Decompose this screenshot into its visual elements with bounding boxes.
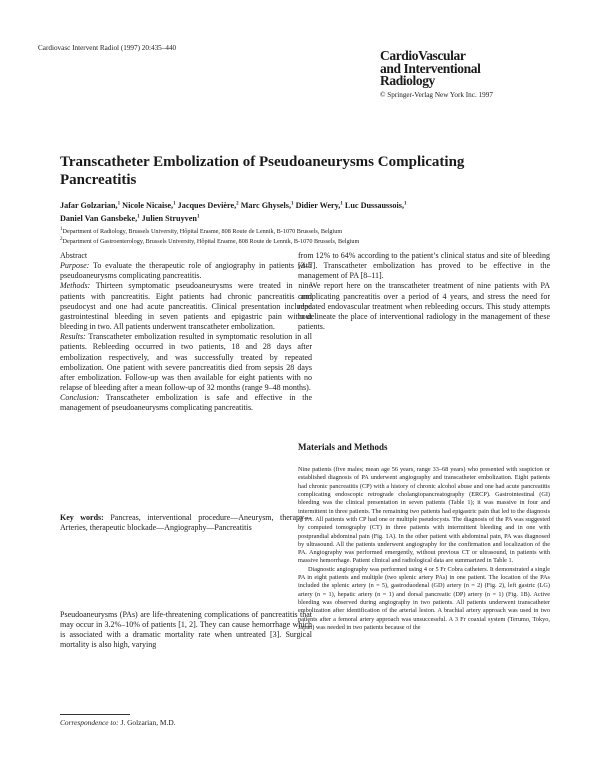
footnote-rule bbox=[60, 714, 130, 715]
author: Nicole Nicaise,$^1$ bbox=[122, 201, 176, 210]
journal-citation: Cardiovasc Intervent Radiol (1997) 20:435–440 bbox=[38, 44, 177, 52]
intro-paragraph-3: We report here on the transcatheter treatment of nine patients with PA complicating pancreatitis over a period of 4 years, and stress the need for repeated endovascular treatment when rebleeding occurs. This study attempts to delineate the place of interventional radiology in the management of these patients. bbox=[298, 281, 550, 332]
intro-paragraph-2: from 12% to 64% according to the patient’s clinical status and site of bleeding [3–7]. Transcatheter embolization has proved to be effective in the management of PA [8–11]. bbox=[298, 251, 550, 281]
abstract-section bbox=[60, 251, 312, 414]
introduction-paragraph: Pseudoaneurysms (PAs) are life-threatening complications of pancreatitis that may occur in 3.2%–10% of patients [1, 2]. They can cause hemorrhage which is associated with a dramatic mortality rate when untreated [3]. Surgical mortality is also high, varying bbox=[60, 610, 312, 650]
publisher-copyright: © Springer-Verlag New York Inc. 1997 bbox=[380, 90, 493, 99]
abstract-conclusion: Conclusion: Transcatheter embolization is safe and effective in the management of pseudoaneurysms complicating pancreatitis. bbox=[60, 393, 313, 413]
abstract-heading: Abstract bbox=[60, 251, 88, 260]
abstract-purpose: Purpose: To evaluate the therapeutic role of angiography in patients with pseudoaneurysms complicating pancreatitis. bbox=[60, 261, 313, 281]
title-line-2: Pancreatitis bbox=[60, 172, 137, 188]
author: Jafar Golzarian,$^1$ bbox=[60, 201, 121, 210]
title-line-1: Transcatheter Embolization of Pseudoaneurysms Complicating bbox=[60, 154, 465, 170]
methods-heading: Materials and Methods bbox=[298, 442, 388, 452]
author: Marc Ghysels,$^1$ bbox=[240, 201, 294, 210]
affiliation: $^2$Department of Gastroenterology, Brussels University, Hôpital Erasme, 808 Route de Lennik, B-1070 Brussels, Belgium bbox=[60, 236, 360, 245]
journal-name-line1: CardioVascular bbox=[380, 48, 466, 63]
methods-paragraph-1: Nine patients (five males; mean age 56 years, range 33–68 years) who presented with suspicion or established diagnosis of PA underwent angiography and transcatheter embolization. Eight patients had chronic pancreatitis (CP) with a history of chronic alcohol abuse and one had acute pancreatitis complicating endoscopic retrograde cholangiopancreatography (ERCP). Gastrointestinal (GI) bleeding was the clinical presentation in seven patients (Table 1); it was massive in four and intermittent in three patients. The remaining two patients had epigastric pain that led to the diagnosis of PA. All patients with CP had one or multiple pseudocysts. The diagnosis of the PA was suggested by computed tomography (CT) in three patients with intermittent bleeding and in one with postprandial abdominal pain (Fig. 1A). In the other patient with abdominal pain, PA was diagnosed by ultrasound. All the patients underwent angiography for the confirmation and localization of the PA. Angiography was performed emergently, without previous CT or ultrasound, in patients with massive hemorrhage. Patient clinical and radiological data are summarized in Table 1. bbox=[298, 466, 550, 565]
affiliation: $^1$Department of Radiology, Brussels University, Hôpital Erasme, 808 Route de Lennik, B-1070 Brussels, Belgium bbox=[60, 226, 343, 235]
keywords: Key words: Pancreas, interventional procedure—Aneurysm, therapy—Arteries, therapeutic blockade—Angiography—Pancreatitis bbox=[60, 513, 313, 533]
journal-name-line2: and Interventional bbox=[380, 60, 481, 76]
author: Luc Dussaussois,$^1$ bbox=[344, 201, 407, 210]
author: Jacques Devière,$^2$ bbox=[177, 201, 239, 210]
abstract-methods: Methods: Thirteen symptomatic pseudoaneurysms were treated in nine patients with pancreatitis. Eight patients had chronic pancreatitis and pseudocyst and one had acute pancreatitis. Clinical presentation included gastrointestinal bleeding in seven patients and epigastric pain without bleeding in two. All patients underwent transcatheter embolization. bbox=[60, 281, 313, 332]
journal-name-line3: Radiology bbox=[380, 73, 435, 88]
author: Daniel Van Gansbeke,$^1$ bbox=[60, 213, 140, 223]
abstract-results: Results: Transcatheter embolization resulted in symptomatic resolution in all patients. Rebleeding occurred in two patients, 18 and 28 days after embolization respectively, and was successfully treated by repeated embolization. One patient with severe pancreatitis died from sepsis 28 days after embolization. Follow-up was then available for eight patients with no relapse of bleeding after a mean follow-up of 32 months (range 9–48 months). bbox=[60, 332, 312, 393]
article-title bbox=[60, 153, 530, 189]
methods-paragraph-2: Diagnostic angiography was performed using 4 or 5 Fr Cobra catheters. It demonstrated a single PA in eight patients and multiple (two splenic artery PAs) in one patient. The location of the PAs included the splenic artery (n = 5), gastroduodenal (GD) artery (n = 2) (Fig. 2), left gastric (LG) artery (n = 1), hepatic artery (n = 1) and dorsal pancreatic (DP) artery (n = 1) (Fig. 1B). Active bleeding was observed during angiography in two patients. All patients underwent transcatheter embolization after identification of the arterial lesion. A brachial artery approach was used in two patients after a femoral artery approach was unsuccessful. A 3 Fr coaxial system (Terumo, Tokyo, Japan) was needed in two patients because of the bbox=[298, 565, 550, 631]
author: Didier Wery,$^1$ bbox=[295, 201, 343, 210]
affiliations bbox=[60, 227, 560, 246]
correspondence-footnote: Correspondence to: J. Golzarian, M.D. bbox=[60, 718, 176, 727]
intro-continuation bbox=[298, 251, 550, 332]
author: Julien Struyven$^1$ bbox=[141, 213, 200, 223]
methods-body bbox=[298, 466, 550, 632]
author-list bbox=[60, 200, 550, 225]
journal-masthead bbox=[380, 50, 560, 99]
